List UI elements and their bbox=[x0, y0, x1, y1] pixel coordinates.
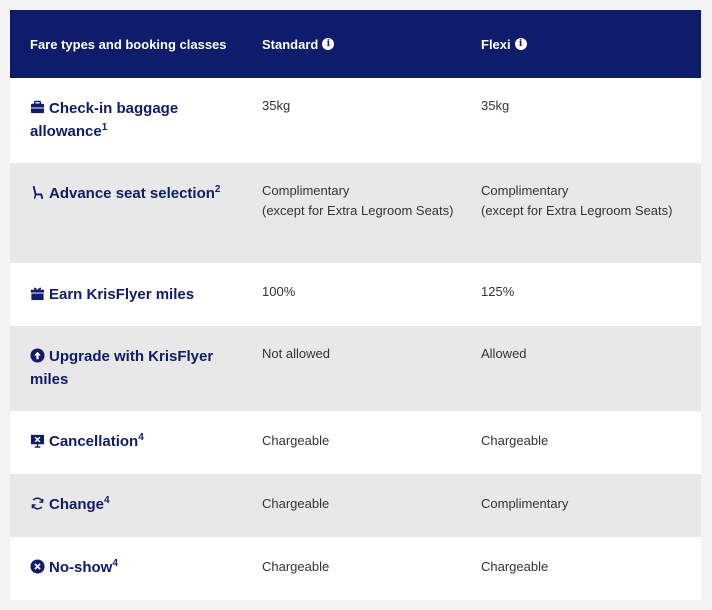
info-icon[interactable]: i bbox=[515, 38, 527, 50]
feature-label: Upgrade with KrisFlyer miles bbox=[30, 348, 214, 388]
standard-value: Chargeable bbox=[262, 433, 330, 448]
feature-label: Earn KrisFlyer miles bbox=[30, 283, 254, 306]
header-fare-types: Fare types and booking classes bbox=[30, 36, 227, 52]
cancellation-icon bbox=[30, 433, 45, 448]
table-header bbox=[10, 10, 701, 78]
flexi-value: 35kg bbox=[481, 98, 510, 113]
table-row bbox=[10, 474, 701, 537]
table-row bbox=[10, 537, 701, 600]
feature-label: Check-in baggage allowance$^1$ bbox=[30, 100, 179, 140]
standard-value: Chargeable bbox=[262, 496, 330, 511]
baggage-icon bbox=[30, 100, 45, 115]
flexi-value: Complimentary (except for Extra Legroom Seats) bbox=[481, 183, 673, 218]
feature-label: Advance seat selection$^2$ bbox=[30, 182, 254, 205]
header-flexi bbox=[481, 37, 701, 52]
header-standard-label: Standard bbox=[262, 36, 319, 52]
upgrade-icon bbox=[30, 348, 45, 363]
flexi-value: Chargeable bbox=[481, 433, 549, 448]
feature-label: Change$^4$ bbox=[30, 493, 254, 516]
flexi-value: Allowed bbox=[481, 346, 527, 361]
table-row bbox=[10, 163, 701, 263]
table-row bbox=[10, 263, 701, 326]
header-standard bbox=[262, 37, 481, 52]
change-icon bbox=[30, 496, 45, 511]
flexi-value: Complimentary bbox=[481, 496, 569, 511]
standard-value: Complimentary (except for Extra Legroom Seats) bbox=[262, 183, 454, 218]
gift-icon bbox=[30, 286, 45, 301]
feature-label: Cancellation$^4$ bbox=[30, 430, 254, 453]
flexi-value: 125% bbox=[481, 284, 515, 299]
standard-value: 35kg bbox=[262, 98, 291, 113]
header-flexi-label: Flexi bbox=[481, 36, 511, 52]
fare-comparison-table bbox=[10, 10, 701, 600]
standard-value: Not allowed bbox=[262, 346, 330, 361]
info-icon[interactable]: i bbox=[322, 38, 334, 50]
flexi-value: Chargeable bbox=[481, 559, 549, 574]
seat-icon bbox=[30, 185, 45, 200]
table-row bbox=[10, 78, 701, 163]
feature-label: No-show$^4$ bbox=[30, 556, 254, 579]
standard-value: 100% bbox=[262, 284, 296, 299]
table-row bbox=[10, 411, 701, 474]
table-row bbox=[10, 326, 701, 411]
no-show-icon bbox=[30, 559, 45, 574]
standard-value: Chargeable bbox=[262, 559, 330, 574]
